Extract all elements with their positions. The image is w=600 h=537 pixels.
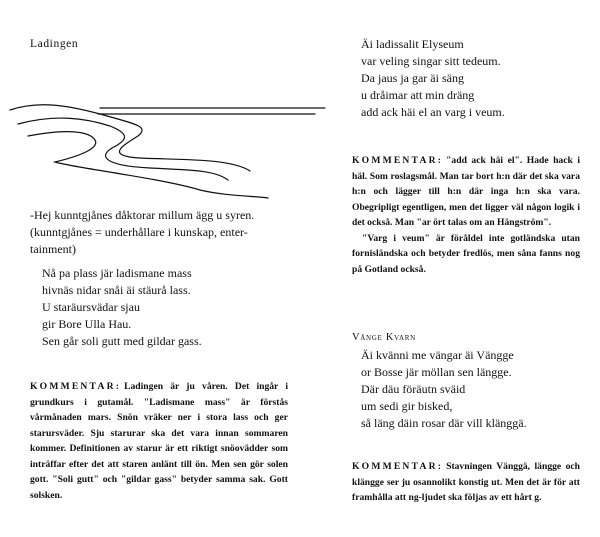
verse-line: var veling singar sitt tedeum. — [361, 54, 501, 68]
verse-line: U staräursvädar sjau — [42, 300, 140, 314]
comment-label: KOMMENTAR: — [30, 381, 122, 392]
verse-line: Äi kvänni me vängar äi Vängge — [361, 348, 514, 362]
comment-label: KOMMENTAR: — [352, 155, 444, 166]
intro-line-1: -Hej kunntgjånes dåktorar millum ägg u syren. — [30, 208, 255, 222]
comment-text: Ladingen är ju våren. Det ingår i grundkurs i gutamål. "Ladismane mass" är förstås vårmånaden mars. Snön vräker ner i stora lass och ger starursväder. Sju starurar ska det vara innan sommaren kommer. Definitionen av starur är ett riktigt snöovädder som inträffar efter det att staren anlänt till ön. Men sen gör solen gott. "Soli gutt" och "gildar gass" betyder samma sak. Gott solsken. — [30, 381, 288, 501]
comment-text: "Varg i veum" är föråldel inte gotländska utan fornisländska och betyder fredlös, men såna fanns nog på Gotland också. — [352, 232, 580, 275]
river-bank-lower — [18, 118, 228, 180]
verse-line: Äi ladissalit Elyseum — [361, 37, 464, 51]
comment-label: KOMMENTAR: — [352, 461, 444, 472]
verse-line: så läng däin rosar där vill klänggä. — [361, 416, 527, 430]
intro-text — [30, 207, 320, 258]
intro-line-3: tainment) — [30, 242, 76, 256]
verse-line: Nå pa plass jär ladismane mass — [42, 266, 192, 280]
comment-text: Stavningen Vänggä, länggе och klänggе ser ju osannolikt konstig ut. Men det är för att framhålla att ng-ljudet ska följas av ett hårt g. — [352, 461, 580, 503]
verse-line: hivnäs nidar snåi äi stäurå lass. — [42, 283, 191, 297]
verse-line: um sedi gir bisked, — [361, 399, 453, 413]
verse-elyseum — [361, 36, 505, 121]
verse-line: Da jaus ja gar äi säng — [361, 71, 464, 85]
verse-line: add ack häi el an varg i veum. — [361, 105, 505, 119]
comment-ladingen — [30, 379, 288, 503]
verse-line: Där däu föräutn sväid — [361, 382, 466, 396]
verse-line: Sen går soli gutt med gildar gass. — [42, 334, 202, 348]
verse-line: or Bosse jär möllan sen längge. — [361, 365, 512, 379]
river-landscape-drawing — [0, 96, 330, 206]
verse-vange-kvarn — [361, 347, 527, 432]
river-bank-upper — [10, 105, 250, 171]
comment-elyseum — [352, 153, 580, 277]
comment-text: "add ack häi el". Hade hack i häl. Som roslagsmål. Man tar bort h:n där det ska vara h:n och lägger till h:n där inga h:n ska vara. Obegripligt egentligen, men det ligger väl någon logik i det också. Man "ar ört talas om an Hängström". — [352, 155, 580, 228]
verse-line: gir Bore Ulla Hau. — [42, 317, 132, 331]
verse-line: u dråimar att min dräng — [361, 88, 475, 102]
comment-vange-kvarn — [352, 459, 580, 506]
intro-line-2: (kunntgjånes = underhållare i kunskap, enter- — [30, 225, 248, 239]
verse-ladingen — [42, 265, 202, 350]
section-title-vange-kvarn: Vänge Kvarn — [352, 332, 416, 343]
poem-title-ladingen: Ladingen — [30, 38, 79, 50]
